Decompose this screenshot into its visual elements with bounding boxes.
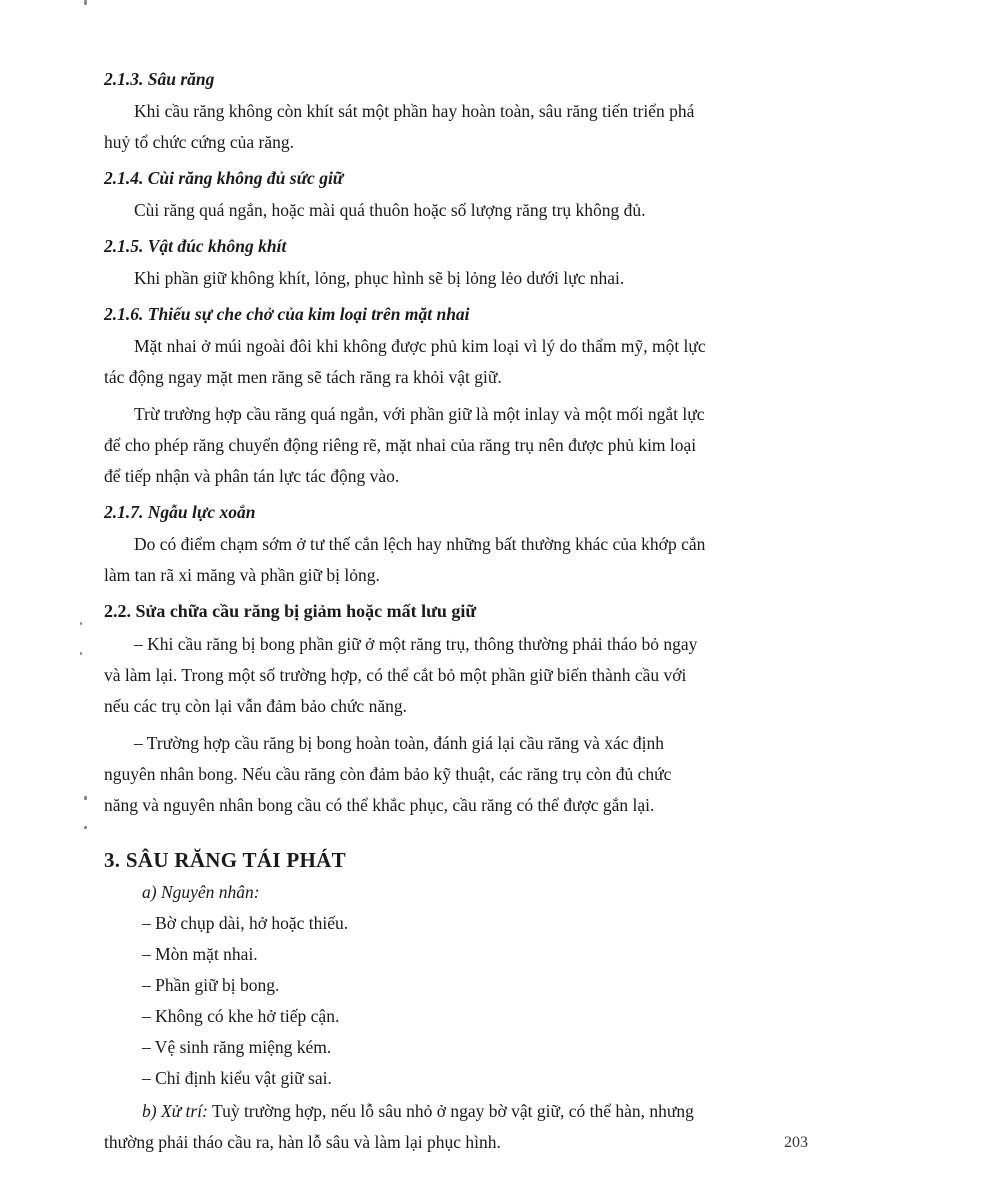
paragraph-2-2-a-line-2: và làm lại. Trong một số trường hợp, có thể cắt bỏ một phần giữ biến thành cầu với: [104, 665, 687, 685]
paragraph-2-1-6-a-line-1: Mặt nhai ở múi ngoài đôi khi không được phủ kim loại vì lý do thẩm mỹ, một lực: [134, 336, 706, 356]
paragraph-2-2-a-line-3: nếu các trụ còn lại vẫn đảm bảo chức năng.: [104, 696, 407, 716]
paragraph-2-2-a-line-1: – Khi cầu răng bị bong phần giữ ở một răng trụ, thông thường phải tháo bỏ ngay: [134, 634, 698, 654]
paragraph-2-1-6-b-line-2: để cho phép răng chuyển động riêng rẽ, mặt nhai của răng trụ nên được phủ kim loại: [104, 435, 697, 455]
page-content: [104, 66, 812, 1158]
paragraph-2-1-6-a-line-2: tác động ngay mặt men răng sẽ tách răng ra khỏi vật giữ.: [104, 367, 502, 387]
section-heading-2-1-7: 2.1.7. Ngẫu lực xoắn: [104, 502, 256, 522]
section-heading-2-2: 2.2. Sửa chữa cầu răng bị giảm hoặc mất lưu giữ: [104, 601, 477, 621]
paragraph-2-2-b-line-2: nguyên nhân bong. Nếu cầu răng còn đảm bảo kỹ thuật, các răng trụ còn đủ chức: [104, 764, 672, 784]
treatment-label: b) Xử trí:: [142, 1101, 208, 1121]
paragraph-2-1-6-b-line-3: để tiếp nhận và phân tán lực tác động vào.: [104, 466, 400, 486]
paragraph-2-1-7-line-2: làm tan rã xi măng và phần giữ bị lỏng.: [104, 565, 380, 585]
paragraph-2-2-b-line-1: – Trường hợp cầu răng bị bong hoàn toàn, đánh giá lại cầu răng và xác định: [134, 733, 665, 753]
paragraph-2-1-4: Cùi răng quá ngắn, hoặc mài quá thuôn hoặc số lượng răng trụ không đủ.: [134, 200, 646, 220]
cause-item: – Mòn mặt nhai.: [142, 944, 258, 964]
paragraph-2-1-6-b-line-1: Trừ trường hợp cầu răng quá ngắn, với phần giữ là một inlay và một mối ngắt lực: [134, 404, 705, 424]
cause-item: – Không có khe hở tiếp cận.: [142, 1006, 340, 1026]
treatment-paragraph-line-1: [104, 1096, 812, 1127]
scan-mark: [80, 622, 82, 625]
scan-mark: [84, 0, 87, 5]
causes-label: a) Nguyên nhân:: [142, 882, 260, 902]
cause-item: – Chỉ định kiểu vật giữ sai.: [142, 1068, 332, 1088]
scan-mark: [84, 826, 87, 829]
paragraph-2-1-5: Khi phần giữ không khít, lỏng, phục hình sẽ bị lỏng lẻo dưới lực nhai.: [134, 268, 625, 288]
page-number: 203: [784, 1134, 808, 1151]
paragraph-2-1-7-line-1: Do có điểm chạm sớm ở tư thế cắn lệch hay những bất thường khác của khớp cắn: [134, 534, 706, 554]
section-heading-2-1-5: 2.1.5. Vật đúc không khít: [104, 236, 287, 256]
section-heading-2-1-3: 2.1.3. Sâu răng: [104, 69, 215, 89]
section-heading-3: 3. SÂU RĂNG TÁI PHÁT: [104, 848, 346, 872]
paragraph-2-1-3-line-1: Khi cầu răng không còn khít sát một phần hay hoàn toàn, sâu răng tiến triển phá: [134, 101, 695, 121]
paragraph-2-1-3-line-2: huỷ tổ chức cứng của răng.: [104, 132, 295, 152]
section-heading-2-1-6: 2.1.6. Thiếu sự che chở của kim loại trên mặt nhai: [104, 304, 470, 324]
cause-item: – Bờ chụp dài, hở hoặc thiếu.: [142, 913, 349, 933]
scan-mark: [84, 796, 87, 800]
treatment-paragraph-line-2: thường phải tháo cầu ra, hàn lỗ sâu và làm lại phục hình.: [104, 1132, 501, 1152]
cause-item: – Phần giữ bị bong.: [142, 975, 280, 995]
paragraph-2-2-b-line-3: năng và nguyên nhân bong cầu có thể khắc phục, cầu răng có thể được gắn lại.: [104, 795, 655, 815]
scan-mark: [80, 652, 82, 655]
cause-item: – Vệ sinh răng miệng kém.: [142, 1037, 332, 1057]
treatment-text-1: Tuỳ trường hợp, nếu lỗ sâu nhỏ ở ngay bờ vật giữ, có thể hàn, nhưng: [207, 1101, 694, 1121]
section-heading-2-1-4: 2.1.4. Cùi răng không đủ sức giữ: [104, 168, 344, 188]
